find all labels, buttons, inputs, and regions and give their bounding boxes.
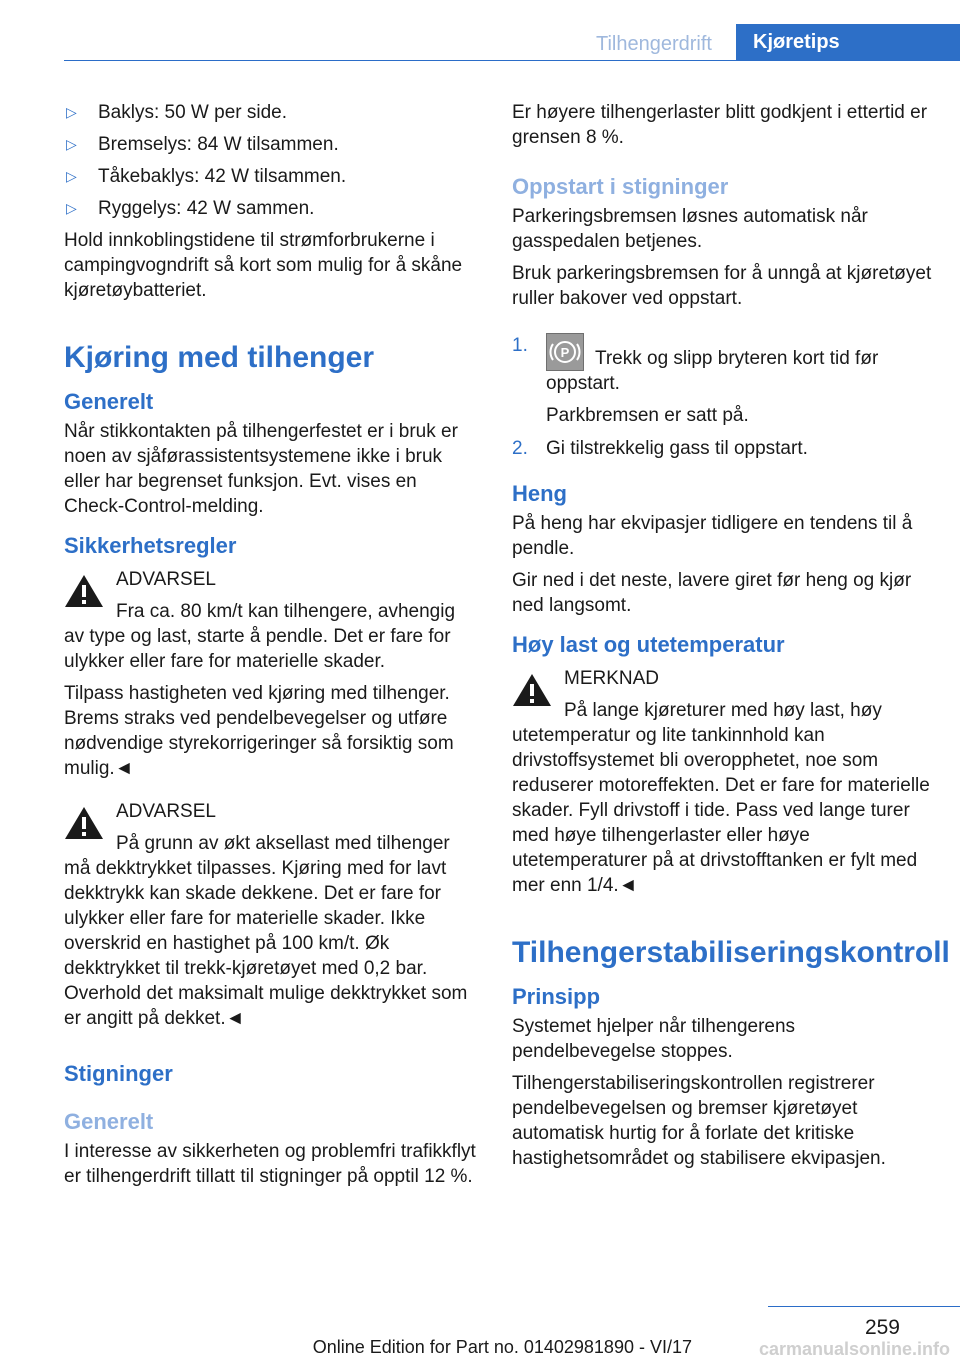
header-section-tab[interactable]: Tilhengerdrift (596, 33, 712, 55)
startup-paragraph: Bruk parkeringsbremsen for å unngå at kjøretøyet ruller bakover ved oppstart. (512, 263, 932, 309)
lamp-power-list (64, 100, 482, 221)
list-item: ▷ Tåkebaklys: 42 W tilsammen. (66, 166, 347, 187)
list-item: ▷ Ryggelys: 42 W sammen. (66, 198, 315, 219)
note-block (512, 666, 932, 898)
list-item: ▷ Bremselys: 84 W tilsammen. (66, 134, 339, 155)
section-title-slope: Heng (512, 481, 567, 506)
limit-paragraph: Er høyere tilhengerlaster blitt godkjent i ettertid er grensen 8 %. (512, 102, 928, 148)
general-paragraph: Når stikkontakten på tilhengerfestet er i bruk er noen av sjåførassistentsystemene ikke i bruk eller har begrenset funksjon. Evt. vises en Check-Control-melding. (64, 421, 458, 517)
principle-paragraph: Tilhengerstabiliseringskontrollen registrerer pendelbevegelsen og bremser kjøretøyet automatisk hurtig for å forlate det kritiske hastighetsområdet og stabilisere ekvipasjen. (512, 1073, 886, 1169)
warning-text-extra: Tilpass hastigheten ved kjøring med tilhenger. Brems straks ved pendelbevegelser og utføre nødvendige styrekorrigeringer så forsiktig som mulig.◄ (64, 683, 454, 779)
section-title-general: Generelt (64, 389, 154, 414)
warning-label: ADVARSEL (116, 569, 216, 590)
list-item (512, 333, 932, 428)
list-item (512, 436, 932, 461)
step-number: 1. (512, 335, 528, 356)
step-number: 2. (512, 438, 528, 459)
warning-text: av type og last, starte å pendle. Det er fare for ulykker eller fare for materielle skader. (64, 626, 451, 672)
right-column (512, 100, 950, 1178)
warning-block (64, 567, 482, 781)
warning-text-first: Fra ca. 80 km/t kan tilhengere, avhengig (116, 601, 456, 622)
header-rule (64, 60, 960, 61)
parking-brake-icon (546, 333, 584, 371)
left-column (64, 100, 482, 1196)
slope-paragraph: På heng har ekvipasjer tidligere en tendens til å pendle. (512, 513, 913, 559)
subsection-title-general: Generelt (64, 1109, 154, 1134)
page-number: 259 (864, 1316, 900, 1339)
header-chapter-tab[interactable]: Kjøretips (736, 24, 960, 61)
warning-triangle-icon (64, 573, 104, 609)
note-text-first: På lange kjøreturer med høy last, høy (564, 700, 882, 721)
note-text: utetemperatur og lite tankinnhold kan drivstoffsystemet bli overopphetet, noe som reduserer motoreffekten. Det er fare for materielle skader. Fyll drivstoff i tide. Pass ved lange turer med høye tilhengerlaster eller høye utetemperaturer på at drivstofftanken er fylt med mer enn 1/4.◄ (512, 725, 930, 896)
principle-paragraph: Systemet hjelper når tilhengerens pendelbevegelse stoppes. (512, 1016, 796, 1062)
section-title-safety: Sikkerhetsregler (64, 533, 237, 558)
watermark: carmanualsonline.info (758, 1339, 950, 1359)
step-subtext: Parkbremsen er satt på. (546, 405, 749, 426)
warning-label: ADVARSEL (116, 801, 216, 822)
bullet-triangle-icon: ▷ (66, 168, 77, 184)
warning-triangle-icon (64, 805, 104, 841)
bullet-triangle-icon: ▷ (66, 136, 77, 152)
slope-paragraph: Gir ned i det neste, lavere giret før heng og kjør ned langsomt. (512, 570, 912, 616)
section-title-inclines: Stigninger (64, 1061, 173, 1086)
note-label: MERKNAD (564, 668, 660, 689)
footer-rule (768, 1306, 960, 1307)
chapter-title-trailer-driving: Kjøring med tilhenger (64, 341, 375, 374)
chapter-title-stability-control: Tilhengerstabiliseringskontroll (512, 936, 950, 969)
section-title-heat: Høy last og utetemperatur (512, 632, 785, 657)
svg-text:P: P (560, 345, 570, 360)
page-header (0, 24, 960, 61)
warning-block (64, 799, 482, 1031)
warning-text-first: På grunn av økt aksellast med tilhenger (116, 833, 450, 854)
edition-note: Online Edition for Part no. 01402981890 - VI/17 (312, 1337, 692, 1357)
step-text: Gi tilstrekkelig gass til oppstart. (546, 438, 808, 459)
step-text: Trekk og slipp bryteren kort tid før oppstart. (546, 348, 879, 394)
warning-text: må dekktrykket tilpasses. Kjøring med for lavt dekktrykk kan skade dekkene. Det er fare for ulykker eller fare for materielle skader. Ikke overskrid en hastighet på 100 km/t. Øk dekktrykket til trekk-kjøretøyet med 0,2 bar. Overhold det maksimalt mulige dekktrykket som er angitt på dekket.◄ (64, 858, 468, 1029)
inclines-paragraph: I interesse av sikkerheten og problemfri trafikkflyt er tilhengerdrift tillatt til stigninger på opptil 12 %. (64, 1141, 476, 1187)
section-title-principle: Prinsipp (512, 984, 601, 1009)
warning-triangle-icon (512, 672, 552, 708)
intro-paragraph: Hold innkoblingstidene til strømforbrukerne i campingvogndrift så kort som mulig for å skåne kjøretøybatteriet. (64, 230, 463, 301)
section-title-startup: Oppstart i stigninger (512, 174, 729, 199)
list-item: ▷ Baklys: 50 W per side. (66, 102, 288, 123)
startup-steps (512, 333, 932, 461)
bullet-triangle-icon: ▷ (66, 200, 77, 216)
bullet-triangle-icon: ▷ (66, 104, 77, 120)
startup-paragraph: Parkeringsbremsen løsnes automatisk når gasspedalen betjenes. (512, 206, 868, 252)
parking-brake-symbol (547, 334, 583, 370)
